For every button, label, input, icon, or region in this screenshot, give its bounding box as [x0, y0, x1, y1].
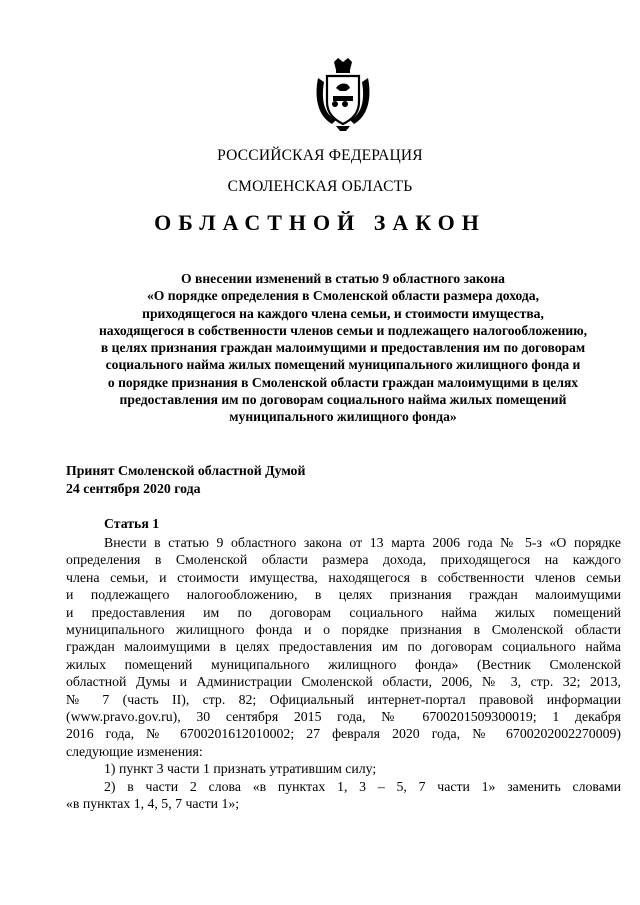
title-line: находящегося в собственности членов семьи и подлежащего налогообложению,	[98, 322, 588, 338]
article-heading: Статья 1	[104, 516, 160, 531]
list-item: 2) в части 2 слова «в пунктах 1, 3 – 5, 7 части 1» заменить словами	[104, 778, 621, 794]
body-line: областной Думы и Администрации Смоленской области, 2006, № 3, стр. 32; 2013,	[66, 674, 621, 690]
body-line: члена семьи, и стоимости имущества, находящегося в собственности членов семьи	[66, 569, 621, 585]
body-line: жилых помещений муниципального жилищного фонда» (Вестник Смоленской	[66, 656, 621, 672]
body-line: и предоставления им по договорам социального найма жилых помещений	[66, 604, 621, 620]
body-line: Внести в статью 9 областного закона от 13 марта 2006 года № 5-з «О порядке	[104, 535, 621, 550]
title-line: О внесении изменений в статью 9 областного закона	[181, 271, 505, 286]
body-line: 2016 года, № 6700201612010002; 27 февраля 2020 года, № 6700202002270009)	[66, 726, 621, 742]
title-line: приходящегося на каждого члена семьи, и стоимости имущества,	[142, 305, 544, 321]
title-line: о порядке признания в Смоленской области граждан малоимущими в целях	[107, 374, 579, 390]
body-line: (www.pravo.gov.ru), 30 сентября 2015 года, № 6700201509300019; 1 декабря	[66, 709, 621, 725]
list-item: «в пунктах 1, 4, 5, 7 части 1»;	[66, 796, 240, 812]
adoption-info	[66, 462, 305, 498]
body-line: № 7 (часть II), стр. 82; Официальный интернет-портал правовой информации	[66, 691, 621, 707]
coat-of-arms-icon	[312, 58, 374, 132]
federation-heading: РОССИЙСКАЯ ФЕДЕРАЦИЯ	[217, 147, 423, 164]
region-heading: СМОЛЕНСКАЯ ОБЛАСТЬ	[227, 178, 413, 195]
title-line: «О порядке определения в Смоленской области размера дохода,	[147, 288, 539, 304]
title-line: в целях признания граждан малоимущими и предоставления им по договорам	[100, 340, 586, 356]
title-line: предоставления им по договорам социального найма жилых помещений	[119, 392, 567, 408]
list-item: 1) пункт 3 части 1 признать утратившим силу;	[104, 761, 377, 777]
law-title	[60, 270, 626, 426]
body-line: граждан малоимущими в целях предоставления им по договорам социального найма	[66, 639, 621, 655]
adoption-date: 24 сентября 2020 года	[66, 481, 201, 496]
law-type-heading: ОБЛАСТНОЙ ЗАКОН	[154, 210, 486, 235]
title-line: муниципального жилищного фонда»	[229, 409, 457, 425]
body-line: муниципального жилищного фонда и о порядке признания в Смоленской области	[66, 622, 621, 638]
body-line: следующие изменения:	[66, 743, 203, 759]
adopted-by: Принят Смоленской областной Думой	[66, 463, 306, 478]
title-line: социального найма жилых помещений муниципального жилищного фонда и	[105, 357, 581, 373]
article-body	[66, 534, 621, 813]
body-line: определения в Смоленской области размера дохода, приходящегося на каждого	[66, 552, 621, 568]
body-line: и подлежащего налогообложению, в целях признания граждан малоимущими	[66, 587, 621, 603]
